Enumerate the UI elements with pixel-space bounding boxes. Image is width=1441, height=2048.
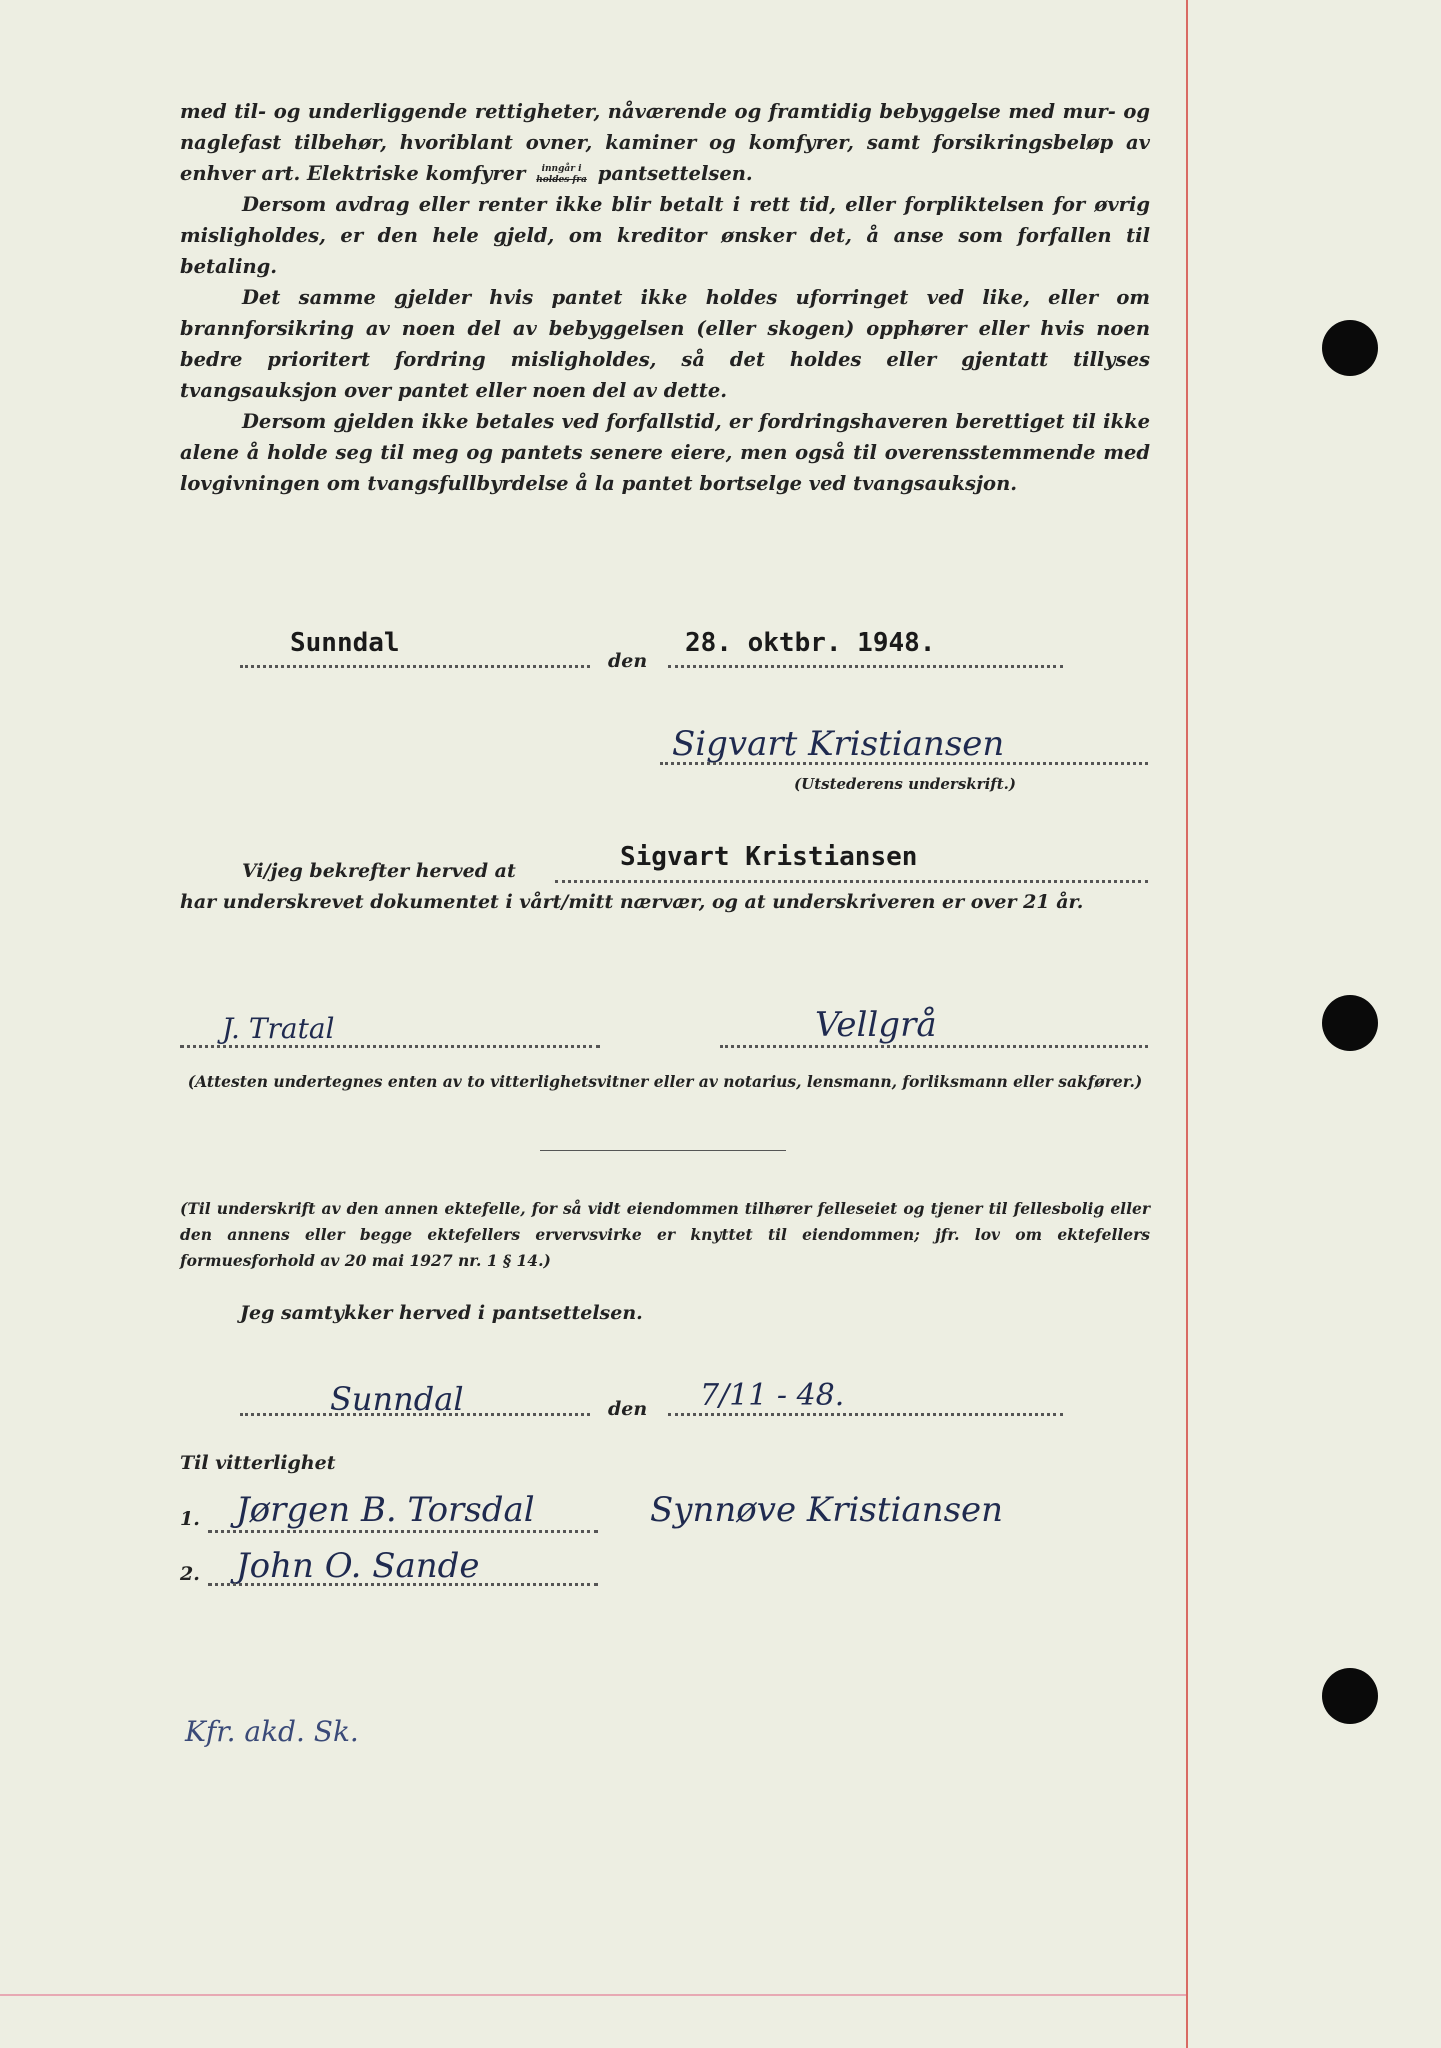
issuer-signature: Sigvart Kristiansen — [672, 724, 1005, 764]
attest-prefix: Vi/jeg bekrefter herved at — [242, 860, 516, 882]
margin-line — [1186, 0, 1188, 2048]
bottom-rule — [0, 1994, 1186, 1996]
body-text — [180, 96, 1150, 499]
separator — [540, 1150, 786, 1151]
punch-hole — [1322, 320, 1378, 376]
dotted-line — [208, 1583, 598, 1586]
spouse-date: 7/11 - 48. — [700, 1378, 845, 1413]
witness-signature-1: J. Tratal — [222, 1012, 335, 1045]
attest-note: (Attesten undertegnes enten av to vitterlighetsvitner eller av notarius, lensmann, forliksmann eller sakfører.) — [187, 1072, 1143, 1091]
dotted-line — [180, 1045, 600, 1048]
witness-signature-2: Vellgrå — [815, 1005, 937, 1045]
vitterlighet-signature-2: John O. Sande — [236, 1546, 480, 1586]
witness-number-1: 1. — [180, 1508, 200, 1530]
paragraph-enforcement: Dersom gjelden ikke betales ved forfallstid, er fordringshaveren berettiget til ikke alene å holde seg til meg og pantets senere eiere, men også til overensstemmende med lovgivningen om tvangsfullbyrdelse å la pantet bortselge ved tvangsauksjon. — [180, 410, 1150, 495]
punch-hole — [1322, 1668, 1378, 1724]
dotted-line — [240, 665, 590, 668]
den-label: den — [608, 650, 648, 672]
stove-option: inngår i holdes fra — [536, 163, 587, 185]
paragraph-default: Dersom avdrag eller renter ikke blir betalt i rett tid, eller forpliktelsen for øvrig misligholdes, er den hele gjeld, om kreditor ønsker det, å anse som forfallen til betaling. — [180, 193, 1150, 278]
den-label-2: den — [608, 1398, 648, 1420]
place-typed: Sunndal — [290, 628, 400, 658]
spouse-place: Sunndal — [330, 1380, 464, 1418]
dotted-line — [660, 762, 1148, 765]
issuer-caption: (Utstederens underskrift.) — [794, 775, 1016, 793]
date-typed: 28. oktbr. 1948. — [685, 628, 936, 658]
spouse-signature: Synnøve Kristiansen — [650, 1490, 1004, 1530]
paragraph-impairment: Det samme gjelder hvis pantet ikke holdes uforringet ved like, eller om brannforsikring av noen del av bebyggelsen (eller skogen) opphører eller hvis noen bedre prioritert fordring misligholdes, så det holdes eller gjentatt tillyses tvangsauksjon over pantet eller noen del av dette. — [180, 286, 1150, 402]
dotted-line — [240, 1413, 590, 1416]
attest-name: Sigvart Kristiansen — [620, 842, 918, 872]
punch-hole — [1322, 995, 1378, 1051]
dotted-line — [668, 665, 1063, 668]
dotted-line — [555, 880, 1148, 883]
dotted-line — [668, 1413, 1063, 1416]
attest-cont: har underskrevet dokumentet i vårt/mitt nærvær, og at underskriveren er over 21 år. — [180, 891, 1084, 913]
witness-heading: Til vitterlighet — [180, 1452, 336, 1474]
witness-number-2: 2. — [180, 1563, 200, 1585]
vitterlighet-signature-1: Jørgen B. Torsdal — [236, 1490, 535, 1530]
dotted-line — [208, 1530, 598, 1533]
spouse-consent: Jeg samtykker herved i pantsettelsen. — [240, 1302, 643, 1324]
footer-note: Kfr. akd. Sk. — [185, 1715, 359, 1748]
paragraph-collateral: med til- og underliggende rettigheter, nåværende og framtidig bebyggelse med mur- og naglefast tilbehør, hvoriblant ovner, kaminer og komfyrer, samt forsikringsbeløp av enhver art. Elektriske komfyrer inngår i holdes fra pantsettelsen. — [180, 100, 1150, 185]
spouse-note: (Til underskrift av den annen ektefelle, for så vidt eiendommen tilhører felleseiet og tjener til fellesbolig eller den annens eller begge ektefellers ervervsvirke er knyttet til eiendommen; jfr. lov om ektefellers formuesforhold av 20 mai 1927 nr. 1 § 14.) — [180, 1199, 1150, 1270]
dotted-line — [720, 1045, 1148, 1048]
